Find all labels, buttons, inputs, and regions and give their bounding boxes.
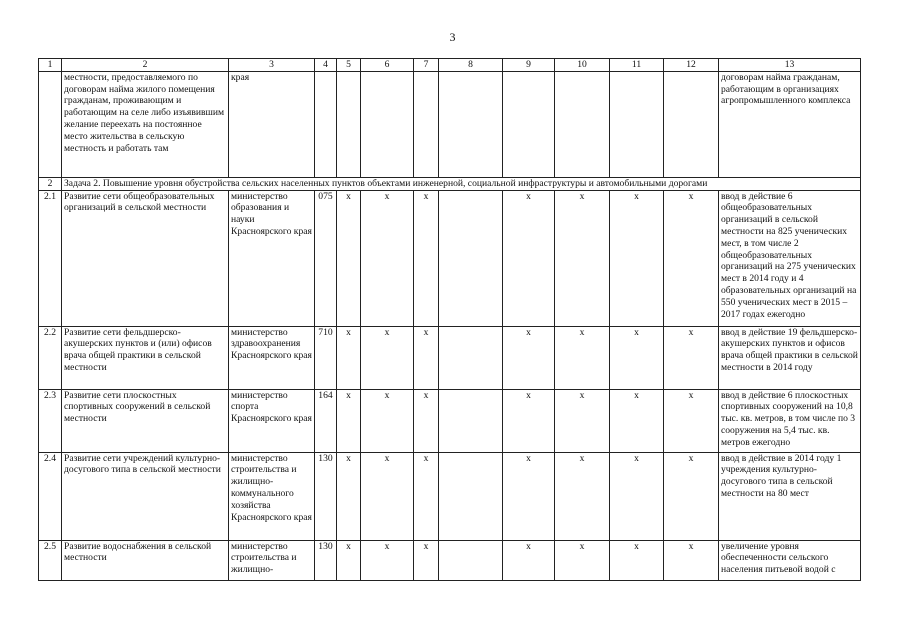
mark-cell: x <box>361 389 414 452</box>
mark-cell: x <box>503 190 555 326</box>
mark-cell: x <box>610 452 664 540</box>
mark-cell: x <box>503 389 555 452</box>
mark-cell: x <box>610 190 664 326</box>
mark-cell: x <box>555 540 610 580</box>
column-header: 9 <box>503 59 555 72</box>
mark-cell: x <box>555 326 610 389</box>
table-row <box>39 326 861 389</box>
budget-code: 130 <box>315 452 337 540</box>
row-number: 2.5 <box>39 540 62 580</box>
mark-cell: x <box>664 452 719 540</box>
row-number: 2.1 <box>39 190 62 326</box>
budget-code: 130 <box>315 540 337 580</box>
column-header: 11 <box>610 59 664 72</box>
column-header: 6 <box>361 59 414 72</box>
mark-cell: x <box>555 452 610 540</box>
mark-cell: x <box>664 190 719 326</box>
mark-cell: x <box>555 389 610 452</box>
mark-cell <box>439 540 503 580</box>
mark-cell: x <box>361 190 414 326</box>
executor: министерство спорта Красноярского края <box>229 389 315 452</box>
column-number-row <box>39 59 861 72</box>
expected-result: ввод в действие 6 плоскостных спортивных сооружений на 10,8 тыс. кв. метров, в том числе по 3 сооружения на 5,4 тыс. кв. метров ежегодно <box>719 389 861 452</box>
budget-code: 075 <box>315 190 337 326</box>
column-header: 3 <box>229 59 315 72</box>
expected-result: ввод в действие 19 фельдшерско-акушерских пунктов и офисов врача общей практики в сельской местности в 2014 году <box>719 326 861 389</box>
mark-cell: x <box>503 540 555 580</box>
mark-cell: x <box>414 540 439 580</box>
column-header: 8 <box>439 59 503 72</box>
mark-cell: x <box>664 540 719 580</box>
expected-result: ввод в действие 6 общеобразовательных организаций в сельской местности на 825 ученических мест, в том числе 2 общеобразовательных организаций на 275 ученических мест в 2014 году и 4 образовательных организаций на 550 ученических мест в 2015 – 2017 годах ежегодно <box>719 190 861 326</box>
executor: края <box>229 71 315 177</box>
column-header: 4 <box>315 59 337 72</box>
mark-cell: x <box>337 326 361 389</box>
executor: министерство строительства и жилищно- <box>229 540 315 580</box>
page-number: 3 <box>449 30 456 44</box>
table-row <box>39 190 861 326</box>
mark-cell: x <box>610 540 664 580</box>
task-number: 2 <box>39 177 62 190</box>
row-number: 2.3 <box>39 389 62 452</box>
mark-cell: x <box>414 389 439 452</box>
mark-cell: x <box>361 326 414 389</box>
mark-cell <box>439 452 503 540</box>
mark-cell: x <box>337 452 361 540</box>
row-number: 2.2 <box>39 326 62 389</box>
table-row <box>39 540 861 580</box>
budget-code: 164 <box>315 389 337 452</box>
mark-cell: x <box>361 452 414 540</box>
mark-cell: x <box>664 326 719 389</box>
column-header: 2 <box>62 59 229 72</box>
activity-name: Развитие сети общеобразовательных организаций в сельской местности <box>62 190 229 326</box>
mark-cell <box>439 389 503 452</box>
executor: министерство здравоохранения Красноярского края <box>229 326 315 389</box>
mark-cell: x <box>503 326 555 389</box>
expected-result: увеличение уровня обеспеченности сельского населения питьевой водой с <box>719 540 861 580</box>
column-header: 7 <box>414 59 439 72</box>
mark-cell <box>439 326 503 389</box>
mark-cell: x <box>414 326 439 389</box>
column-header: 13 <box>719 59 861 72</box>
activity-name: Развитие сети учреждений культурно-досугового типа в сельской местности <box>62 452 229 540</box>
activity-name: Развитие сети фельдшерско-акушерских пунктов и (или) офисов врача общей практики в сельской местности <box>62 326 229 389</box>
mark-cell: x <box>503 452 555 540</box>
program-activities-table <box>38 58 861 581</box>
table-row <box>39 452 861 540</box>
mark-cell: x <box>414 190 439 326</box>
mark-cell: x <box>664 389 719 452</box>
mark-cell: x <box>610 326 664 389</box>
column-header: 12 <box>664 59 719 72</box>
executor: министерство строительства и жилищно-коммунального хозяйства Красноярского края <box>229 452 315 540</box>
task-row <box>39 177 861 190</box>
mark-cell: x <box>555 190 610 326</box>
activity-name: местности, предоставляемого по договорам найма жилого помещения гражданам, проживающим и работающим на селе либо изъявившим желание переехать на постоянное место жительства в сельскую местность и работать там <box>62 71 229 177</box>
expected-result: ввод в действие в 2014 году 1 учреждения культурно-досугового типа в сельской местности на 80 мест <box>719 452 861 540</box>
mark-cell: x <box>414 452 439 540</box>
column-header: 10 <box>555 59 610 72</box>
executor: министерство образования и науки Красноярского края <box>229 190 315 326</box>
mark-cell: x <box>337 540 361 580</box>
mark-cell: x <box>610 389 664 452</box>
expected-result: договорам найма гражданам, работающим в организациях агропромышленного комплекса <box>719 71 861 177</box>
table-row <box>39 389 861 452</box>
column-header: 1 <box>39 59 62 72</box>
mark-cell: x <box>361 540 414 580</box>
mark-cell: x <box>337 190 361 326</box>
row-number: 2.4 <box>39 452 62 540</box>
activity-name: Развитие сети плоскостных спортивных сооружений в сельской местности <box>62 389 229 452</box>
column-header: 5 <box>337 59 361 72</box>
continuation-row <box>39 71 861 177</box>
activity-name: Развитие водоснабжения в сельской местности <box>62 540 229 580</box>
mark-cell <box>439 190 503 326</box>
mark-cell: x <box>337 389 361 452</box>
task-title: Задача 2. Повышение уровня обустройства сельских населенных пунктов объектами инженерной, социальной инфраструктуры и автомобильными дорогами <box>62 177 861 190</box>
budget-code: 710 <box>315 326 337 389</box>
